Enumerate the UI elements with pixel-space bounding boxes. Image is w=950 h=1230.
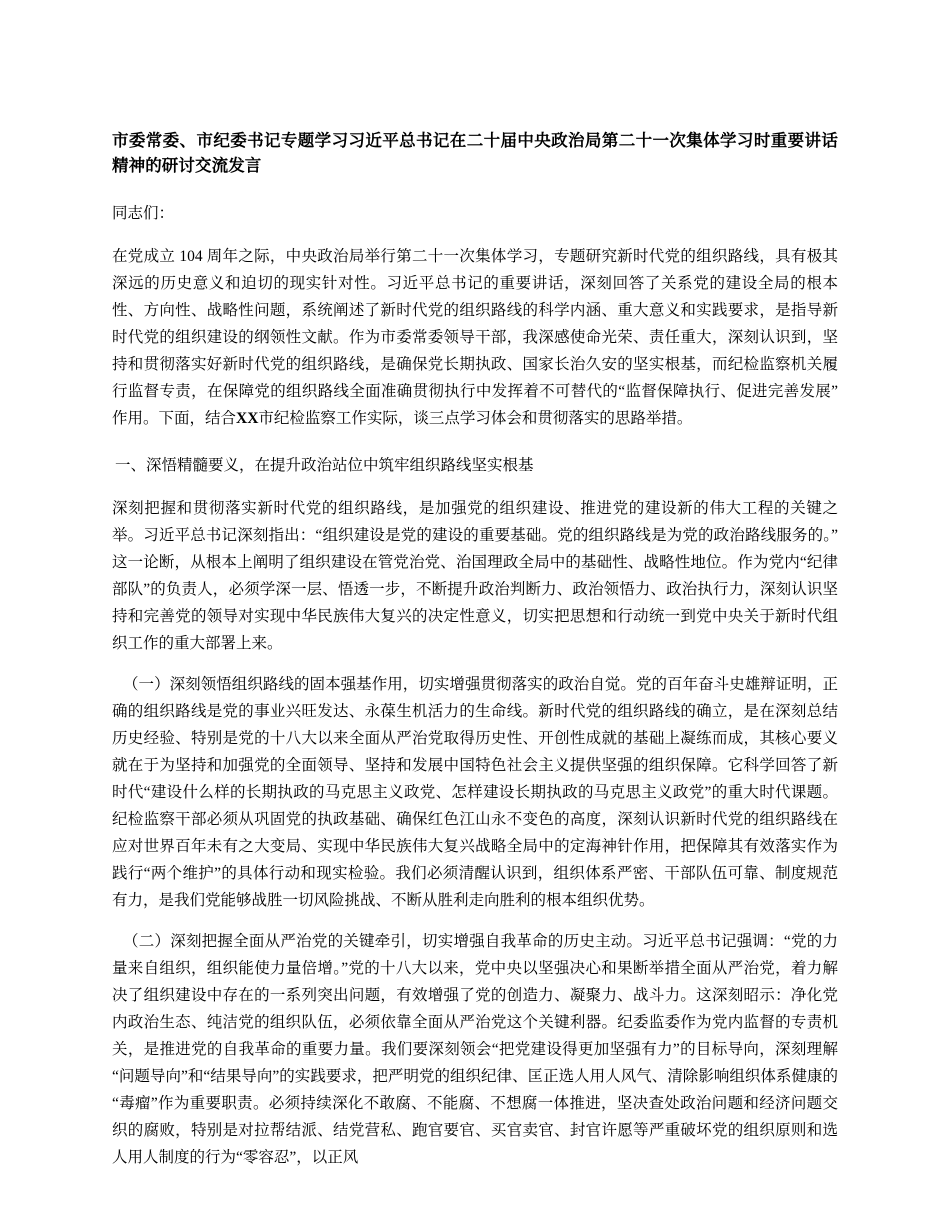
section-1-lead-paragraph: 深刻把握和贯彻落实新时代党的组织路线，是加强党的组织建设、推进党的建设新的伟大工程的关键之举。习近平总书记深刻指出：“组织建设是党的建设的重要基础。党的组织路线是为党的政治路线服务的。”这一论断，从根本上阐明了组织建设在管党治党、治国理政全局中的基础性、战略性地位。作为党内“纪律部队”的负责人，必须学深一层、悟透一步，不断提升政治判断力、政治领悟力、政治执行力，深刻认识坚持和完善党的领导对实现中华民族伟大复兴的决定性意义，切实把思想和行动统一到党中央关于新时代组织工作的重大部署上来。 <box>112 500 838 652</box>
section-1-subsection-1: （一）深刻领悟组织路线的固本强基作用，切实增强贯彻落实的政治自觉。党的百年奋斗史雄辩证明，正确的组织路线是党的事业兴旺发达、永葆生机活力的生命线。新时代党的组织路线的确立，是在深刻总结历史经验、特别是党的十八大以来全面从严治党取得历史性、开创性成就的基础上凝练而成，其核心要义就在于为坚持和加强党的全面领导、坚持和发展中国特色社会主义提供坚强的组织保障。它科学回答了新时代“建设什么样的长期执政的马克思主义政党、怎样建设长期执政的马克思主义政党”的重大时代课题。纪检监察干部必须从巩固党的执政基础、确保红色江山永不变色的高度，深刻认识新时代党的组织路线在应对世界百年未有之大变局、实现中华民族伟大复兴战略全局中的定海神针作用，把保障其有效落实作为践行“两个维护”的具体行动和现实检验。我们必须清醒认识到，组织体系严密、干部队伍可靠、制度规范有力，是我们党能够战胜一切风险挑战、不断从胜利走向胜利的根本组织优势。 <box>112 676 838 909</box>
salutation: 同志们： <box>112 205 175 222</box>
intro-paragraph-tail: 市纪检监察工作实际，谈三点学习体会和贯彻落实的思路举措。 <box>258 410 693 427</box>
section-heading-1: 一、深悟精髓要义，在提升政治站位中筑牢组织路线坚实根基 <box>115 457 534 474</box>
intro-paragraph <box>112 243 838 432</box>
document-title: 市委常委、市纪委书记专题学习习近平总书记在二十届中央政治局第二十一次集体学习时重要讲话精神的研讨交流发言 <box>112 131 838 175</box>
section-1-subsection-2: （二）深刻把握全面从严治党的关键牵引，切实增强自我革命的历史主动。习近平总书记强调：“党的力量来自组织，组织能使力量倍增。”党的十八大以来，党中央以坚强决心和果断举措全面从严治党，着力解决了组织建设中存在的一系列突出问题，有效增强了党的创造力、凝聚力、战斗力。这深刻昭示：净化党内政治生态、纯洁党的组织队伍，必须依靠全面从严治党这个关键利器。纪委监委作为党内监督的专责机关，是推进党的自我革命的重要力量。我们要深刻领会“把党建设得更加坚强有力”的目标导向，深刻理解“问题导向”和“结果导向”的实践要求，把严明党的组织纪律、匡正选人用人风气、清除影响组织体系健康的“毒瘤”作为重要职责。必须持续深化不敢腐、不能腐、不想腐一体推进，坚决查处政治问题和经济问题交织的腐败，特别是对拉帮结派、结党营私、跑官要官、买官卖官、封官许愿等严重破坏党的组织原则和选人用人制度的行为“零容忍”，以正风 <box>112 933 838 1166</box>
intro-paragraph-text: 在党成立 104 周年之际，中央政治局举行第二十一次集体学习，专题研究新时代党的组织路线，具有极其深远的历史意义和迫切的现实针对性。习近平总书记的重要讲话，深刻回答了关系党的建设全局的根本性、方向性、战略性问题，系统阐述了新时代党的组织路线的科学内涵、重大意义和实践要求，是指导新时代党的组织建设的纲领性文献。作为市委常委领导干部，我深感使命光荣、责任重大，深刻认识到，坚持和贯彻落实好新时代党的组织路线，是确保党长期执政、国家长治久安的坚实根基，而纪检监察机关履行监督专责，在保障党的组织路线全面准确贯彻执行中发挥着不可替代的“监督保障执行、促进完善发展”作用。下面，结合 <box>112 248 838 427</box>
intro-paragraph-bold-token: XX <box>236 410 259 427</box>
document-body <box>112 128 838 1171</box>
